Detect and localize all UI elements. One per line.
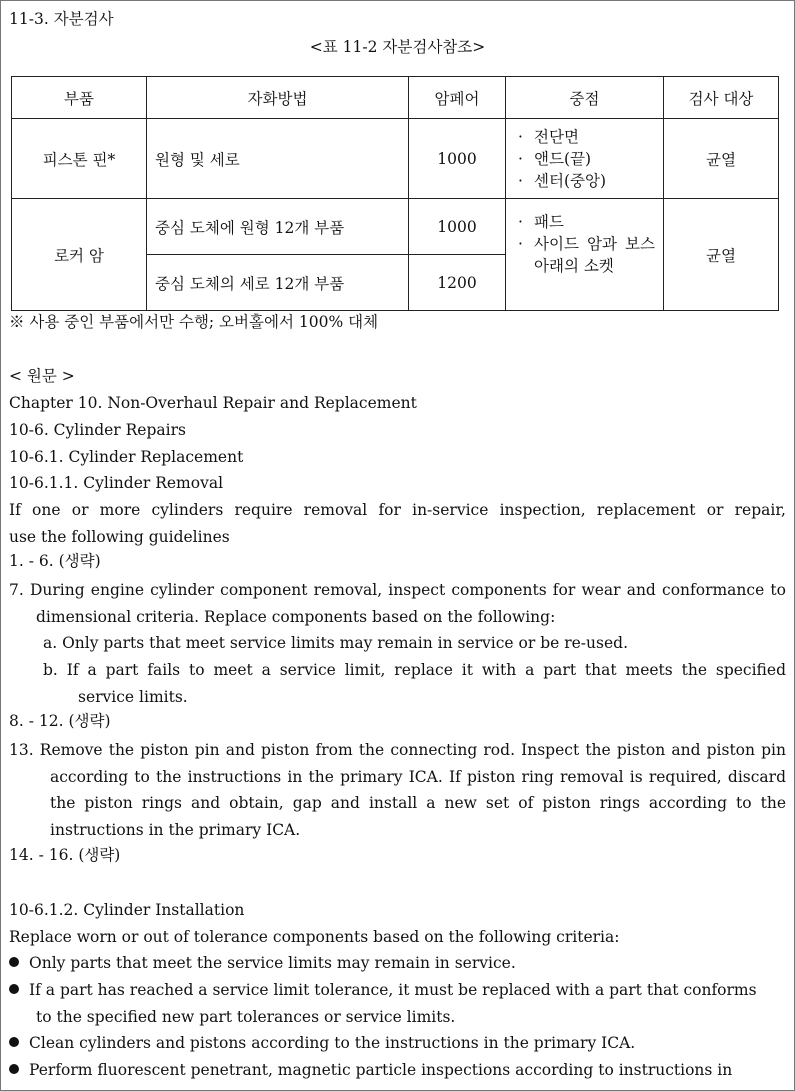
paragraph-line: If one or more cylinders require removal for in-service inspection, replacement or repair, [9,501,786,519]
focus-list [514,126,655,192]
bullet-item: Only parts that meet the service limits may remain in service. [9,952,786,974]
bullet-item: If a part has reached a service limit tolerance, it must be replaced with a part that conforms [9,979,786,1001]
cell-part: 로커 암 [12,199,147,311]
cell-target: 균열 [664,119,779,199]
header-method: 자화방법 [147,77,409,119]
cell-target: 균열 [664,199,779,311]
cell-amperage: 1000 [409,199,506,255]
section-title: 10-6.1.2. Cylinder Installation [9,901,245,919]
cell-focus [506,119,664,199]
bullet-icon [9,957,19,967]
bullet-item: Clean cylinders and pistons according to the instructions in the primary ICA. [9,1032,786,1054]
step-7a: a. Only parts that meet service limits may remain in service or be re-used. [43,634,629,652]
step-7b: b. If a part fails to meet a service limit, replace it with a part that meets the specified [43,661,786,679]
bullet-icon [9,984,19,994]
cell-amperage: 1000 [409,119,506,199]
step-13-cont: the piston rings and obtain, gap and install a new set of piston rings according to the [50,794,786,812]
step-7-cont: dimensional criteria. Replace components based on the following: [36,608,556,626]
step-13: 13. Remove the piston pin and piston from the connecting rod. Inspect the piston and piston pin [9,741,786,759]
magnetic-inspection-table [11,76,779,311]
omitted-steps: 14. - 16. (생략) [9,846,121,864]
header-amperage: 암페어 [409,77,506,119]
table-header-row [12,77,779,119]
cell-amperage: 1200 [409,255,506,311]
bullet-item: Perform fluorescent penetrant, magnetic particle inspections according to instructions in [9,1059,786,1081]
section-title: 10-6.1. Cylinder Replacement [9,448,244,466]
cell-part: 피스톤 핀* [12,119,147,199]
bullet-icon [9,1037,19,1047]
focus-list [514,211,655,277]
omitted-steps: 1. - 6. (생략) [9,552,101,570]
header-target: 검사 대상 [664,77,779,119]
header-focus: 중점 [506,77,664,119]
list-item: · 센터(중앙) [514,170,655,192]
chapter-title: Chapter 10. Non-Overhaul Repair and Replacement [9,394,417,412]
table-row [12,119,779,199]
step-13-cont: instructions in the primary ICA. [50,821,301,839]
paragraph-line: Replace worn or out of tolerance components based on the following criteria: [9,928,620,946]
list-item: · 전단면 [514,126,655,148]
step-7b-cont: service limits. [78,688,188,706]
cell-method: 중심 도체의 세로 12개 부품 [147,255,409,311]
table-caption: <표 11-2 자분검사참조> [309,38,486,56]
table-row [12,199,779,255]
bullet-icon [9,1064,19,1074]
cell-method: 중심 도체에 원형 12개 부품 [147,199,409,255]
section-title: 10-6.1.1. Cylinder Removal [9,474,224,492]
list-item: · 사이드 암과 보스 아래의 소켓 [514,233,655,277]
omitted-steps: 8. - 12. (생략) [9,712,111,730]
section-heading: 11-3. 자분검사 [9,10,114,28]
table-note: ※ 사용 중인 부품에서만 수행; 오버홀에서 100% 대체 [9,313,379,331]
step-7: 7. During engine cylinder component removal, inspect components for wear and conformance to [9,581,786,599]
list-item: · 패드 [514,211,655,233]
cell-method: 원형 및 세로 [147,119,409,199]
header-part: 부품 [12,77,147,119]
section-title: 10-6. Cylinder Repairs [9,421,186,439]
list-item: · 앤드(끝) [514,148,655,170]
step-13-cont: according to the instructions in the primary ICA. If piston ring removal is required, discard [50,768,786,786]
bullet-item-cont: to the specified new part tolerances or service limits. [36,1008,456,1026]
cell-focus [506,199,664,311]
original-heading: < 원문 > [9,367,75,385]
paragraph-line: use the following guidelines [9,528,230,546]
